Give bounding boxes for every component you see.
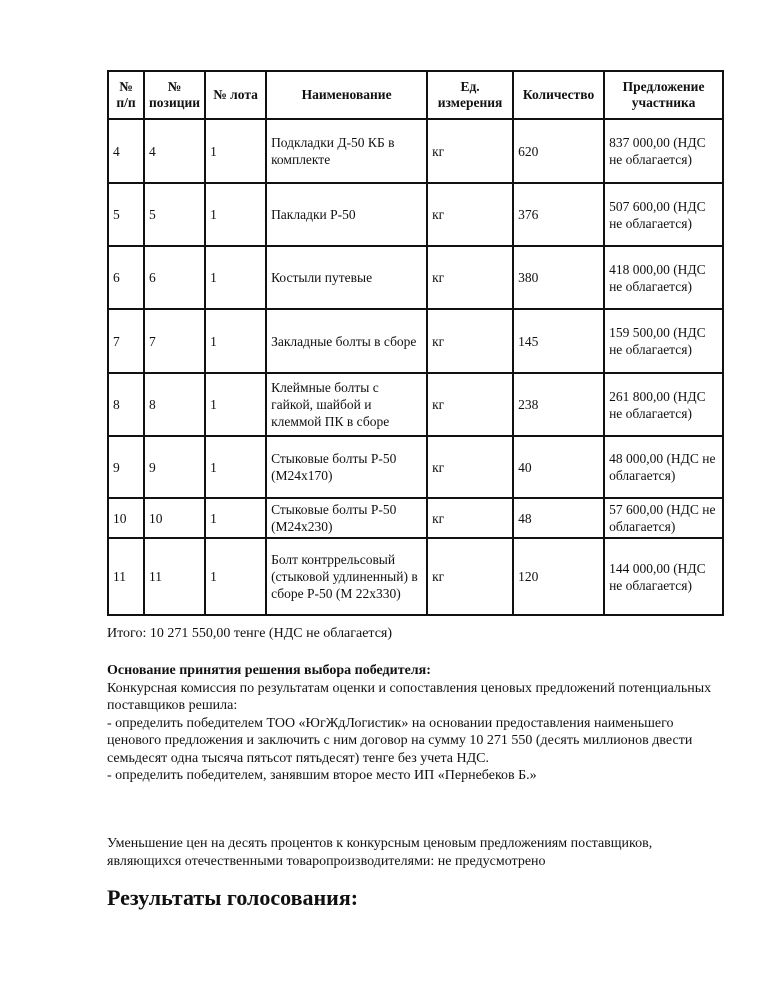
unit-cell: кг	[427, 119, 513, 183]
row-number-cell: 10	[108, 498, 144, 538]
quantity-cell: 376	[513, 183, 604, 246]
table-row	[108, 119, 723, 183]
row-number-cell: 4	[108, 119, 144, 183]
position-number-cell: 8	[144, 373, 205, 436]
decision-basis-text: - определить победителем, занявшим второе место ИП «Пернебеков Б.»	[107, 768, 537, 783]
unit-cell: кг	[427, 373, 513, 436]
decision-basis-heading: Основание принятия решения выбора победителя:	[107, 663, 431, 678]
lot-number-cell: 1	[205, 246, 266, 309]
item-name-cell: Костыли путевые	[266, 246, 427, 309]
participant-offer-cell: 144 000,00 (НДС не облагается)	[604, 538, 723, 615]
table-row	[108, 538, 723, 615]
header-cell: № п/п	[108, 71, 144, 119]
unit-cell: кг	[427, 436, 513, 498]
quantity-cell: 238	[513, 373, 604, 436]
row-number-cell: 11	[108, 538, 144, 615]
lot-number-cell: 1	[205, 183, 266, 246]
lot-number-cell: 1	[205, 538, 266, 615]
participant-offer-cell: 57 600,00 (НДС не облагается)	[604, 498, 723, 538]
table-row	[108, 309, 723, 373]
item-name-cell: Пакладки Р-50	[266, 183, 427, 246]
header-cell: № позиции	[144, 71, 205, 119]
header-cell: Ед. измерения	[427, 71, 513, 119]
position-number-cell: 4	[144, 119, 205, 183]
position-number-cell: 6	[144, 246, 205, 309]
lot-number-cell: 1	[205, 498, 266, 538]
row-number-cell: 5	[108, 183, 144, 246]
voting-results-heading: Результаты голосования:	[107, 885, 359, 910]
decision-basis-text: - определить победителем ТОО «ЮгЖдЛогистик» на основании предоставления наименьшего ценового предложения и заключить с ним договор на сумму 10 271 550 (десять миллионов двести семьдесят одна тысяча пятьсот пятьдесят) тенге без учета НДС.	[107, 715, 693, 766]
lot-number-cell: 1	[205, 309, 266, 373]
table-row	[108, 183, 723, 246]
participant-offer-cell: 837 000,00 (НДС не облагается)	[604, 119, 723, 183]
quantity-cell: 145	[513, 309, 604, 373]
position-number-cell: 5	[144, 183, 205, 246]
quantity-cell: 48	[513, 498, 604, 538]
lot-number-cell: 1	[205, 373, 266, 436]
row-number-cell: 6	[108, 246, 144, 309]
header-cell: Предложение участника	[604, 71, 723, 119]
lot-number-cell: 1	[205, 436, 266, 498]
table-row	[108, 436, 723, 498]
quantity-cell: 380	[513, 246, 604, 309]
row-number-cell: 7	[108, 309, 144, 373]
item-name-cell: Стыковые болты Р-50 (М24х170)	[266, 436, 427, 498]
decision-basis	[107, 662, 727, 785]
item-name-cell: Клеймные болты с гайкой, шайбой и клеммой ПК в сборе	[266, 373, 427, 436]
participant-offer-cell: 507 600,00 (НДС не облагается)	[604, 183, 723, 246]
bids-table	[107, 70, 724, 616]
total-line: Итого: 10 271 550,00 тенге (НДС не облагается)	[107, 626, 393, 641]
position-number-cell: 7	[144, 309, 205, 373]
participant-offer-cell: 261 800,00 (НДС не облагается)	[604, 373, 723, 436]
participant-offer-cell: 418 000,00 (НДС не облагается)	[604, 246, 723, 309]
quantity-cell: 40	[513, 436, 604, 498]
item-name-cell: Подкладки Д-50 КБ в комплекте	[266, 119, 427, 183]
position-number-cell: 9	[144, 436, 205, 498]
table-row	[108, 498, 723, 538]
unit-cell: кг	[427, 309, 513, 373]
row-number-cell: 8	[108, 373, 144, 436]
price-reduction-note: Уменьшение цен на десять процентов к конкурсным ценовым предложениям поставщиков, являющихся отечественными товаропроизводителями: не предусмотрено	[107, 836, 653, 869]
table-row	[108, 373, 723, 436]
header-cell: Наименование	[266, 71, 427, 119]
participant-offer-cell: 48 000,00 (НДС не облагается)	[604, 436, 723, 498]
table-row	[108, 246, 723, 309]
quantity-cell: 620	[513, 119, 604, 183]
position-number-cell: 10	[144, 498, 205, 538]
item-name-cell: Болт контррельсовый (стыковой удлиненный) в сборе Р-50 (М 22х330)	[266, 538, 427, 615]
unit-cell: кг	[427, 246, 513, 309]
participant-offer-cell: 159 500,00 (НДС не облагается)	[604, 309, 723, 373]
quantity-cell: 120	[513, 538, 604, 615]
header-cell: Количество	[513, 71, 604, 119]
unit-cell: кг	[427, 538, 513, 615]
table-header-row	[108, 71, 723, 119]
position-number-cell: 11	[144, 538, 205, 615]
item-name-cell: Стыковые болты Р-50 (М24х230)	[266, 498, 427, 538]
unit-cell: кг	[427, 183, 513, 246]
lot-number-cell: 1	[205, 119, 266, 183]
item-name-cell: Закладные болты в сборе	[266, 309, 427, 373]
row-number-cell: 9	[108, 436, 144, 498]
header-cell: № лота	[205, 71, 266, 119]
decision-basis-text: Конкурсная комиссия по результатам оценки и сопоставления ценовых предложений потенциальных поставщиков решила:	[107, 680, 712, 713]
unit-cell: кг	[427, 498, 513, 538]
